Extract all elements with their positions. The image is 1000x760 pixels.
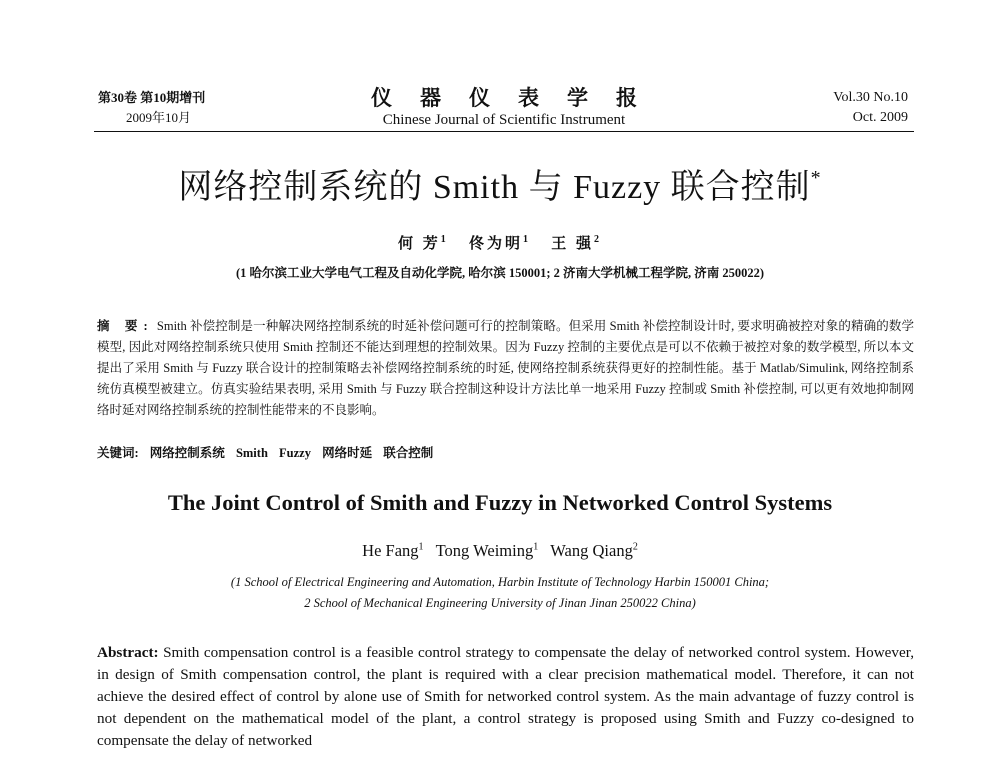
journal-name-cn: 仪器仪表学报 [371,86,665,110]
abstract-en-label: Abstract: [97,644,159,661]
author-en-sup: 1 [533,541,539,553]
keyword: 联合控制 [383,446,434,460]
keyword: Fuzzy [279,446,311,460]
title-cn-text: 网络控制系统的 Smith 与 Fuzzy 联合控制 [178,169,811,206]
author-cn-sup: 2 [594,234,603,245]
keyword: 网络控制系统 [149,446,225,460]
abstract-cn-text: Smith 补偿控制是一种解决网络控制系统的时延补偿问题可行的控制策略。但采用 Smith 补偿控制设计时, 要求明确被控对象的精确的数学模型, 因此对网络控制系统只使用 Smith 控制还不能达到理想的控制效果。因为 Fuzzy 控制的主要优点是可以不依赖于被控对象的数学模型, 所以本文提出了采用 Smith 与 Fuzzy 联合设计的控制策略去补偿网络控制系统的时延, 使网络控制系统获得更好的控制性能。基于 Matlab/Simulink, 网络控制系统仿真模型被建立。仿真实验结果表明, 采用 Smith 与 Fuzzy 联合控制这种设计方法比单一地采用 Fuzzy 控制或 Smith 补偿控制, 可以更有效地抑制网络时延对网络控制系统的控制性能带来的不良影响。 [97,319,915,417]
volume-en: Vol.30 No.10 [833,90,908,105]
affiliation-en-line: 2 School of Mechanical Engineering University of Jinan Jinan 250022 China) [304,596,696,610]
authors-cn [0,232,1000,253]
authors-en [0,541,1000,561]
author-cn: 王 强 [551,236,595,252]
abstract-cn [97,316,914,421]
keywords-cn [97,443,914,461]
keywords-cn-label: 关键词: [97,446,139,460]
keyword: Smith [235,446,268,460]
date-cn: 2009年10月 [126,110,192,125]
abstract-en [97,642,914,752]
author-en: Wang Qiang [550,541,633,560]
author-cn: 何 芳 [397,236,441,252]
date-en: Oct. 2009 [852,110,908,125]
title-footnote-mark: * [810,167,822,189]
keyword: 网络时延 [322,446,373,460]
affiliation-en [0,572,1000,614]
abstract-cn-label: 摘 要: [97,319,154,333]
paper-title-cn [0,156,1000,210]
author-en-sup: 2 [632,541,638,553]
affiliation-cn: (1 哈尔滨工业大学电气工程及自动化学院, 哈尔滨 150001; 2 济南大学机械工程学院, 济南 250022) [235,266,765,280]
author-en: Tong Weiming [435,541,534,560]
author-en: He Fang [362,541,419,560]
header-rule [94,131,914,132]
affiliation-en-line: (1 School of Electrical Engineering and Automation, Harbin Institute of Technology Harbin 150001 China; [230,575,770,589]
author-cn-sup: 1 [440,234,449,245]
paper-title-en: The Joint Control of Smith and Fuzzy in Networked Control Systems [167,490,833,515]
author-cn-sup: 1 [523,234,531,245]
author-cn: 佟为明 [468,236,523,252]
journal-header [94,86,914,132]
author-en-sup: 1 [418,541,424,553]
header-center [371,86,665,130]
journal-name-en: Chinese Journal of Scientific Instrument [382,112,626,128]
volume-issue-cn: 第30卷 第10期增刊 [98,90,206,105]
abstract-en-text: Smith compensation control is a feasible control strategy to compensate the delay of networked control system. However, in design of Smith compensation control, the plant is required with a clear precision mathematical model. Therefore, it can not achieve the desired effect of control by alone use of Smith for networked control system. As the main advantage of fuzzy control is not dependent on the mathematical model of the plant, a control strategy is proposed using Smith and Fuzzy co-designed to compensate the delay of networked [97,644,914,749]
header-right [833,88,908,128]
header-left [98,88,205,128]
